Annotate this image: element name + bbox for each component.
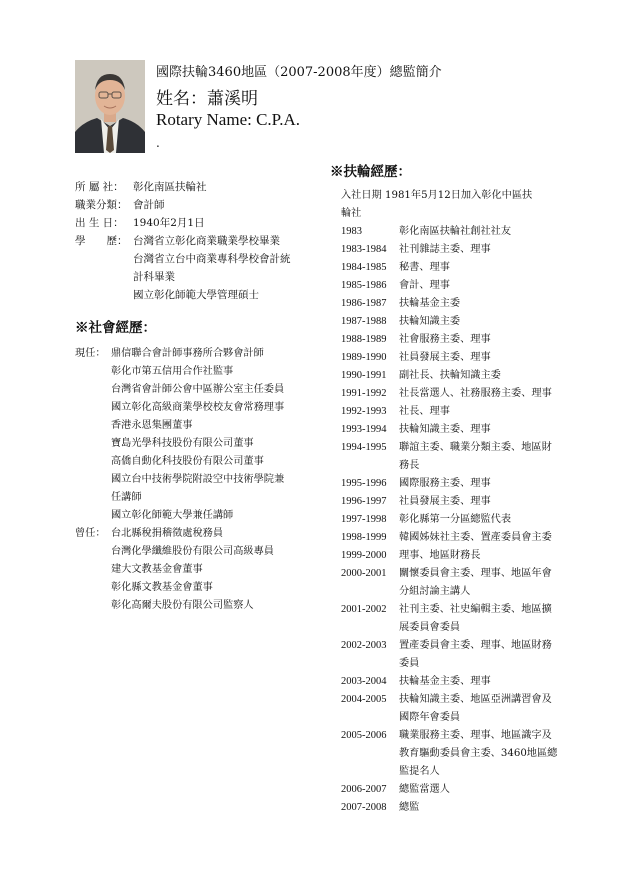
list-item: 香港永恩集團董事	[111, 420, 193, 431]
entry-description: 社長、理事	[399, 406, 450, 417]
rotary-entry	[341, 259, 585, 277]
rotary-entries	[341, 223, 585, 817]
entry-year: 2000-2001	[341, 568, 387, 579]
entry-year: 1983-1984	[341, 244, 387, 255]
entry-description: 總監	[399, 802, 420, 813]
rotary-entry	[341, 439, 585, 475]
info-label: 出 生 日：	[75, 217, 124, 229]
entry-description: 扶輪知識主委	[399, 316, 461, 327]
entry-description: 社刊主委、社史編輯主委、地區擴	[399, 604, 552, 615]
entry-description: 委員	[399, 658, 420, 669]
entry-year: 1991-1992	[341, 388, 387, 399]
stray-dot: .	[156, 136, 160, 150]
list-item: 鼎信聯合會計師事務所合夥會計師	[111, 348, 264, 359]
list-item: 彰化市第五信用合作社監事	[111, 366, 234, 377]
rotary-experience-section	[330, 160, 585, 817]
list-item: 彰化縣文教基金會董事	[111, 582, 213, 593]
entry-description: 扶輪基金主委	[399, 298, 461, 309]
entry-description: 置產委員會主委、理事、地區財務	[399, 640, 552, 651]
list-item: 建大文教基金會董事	[111, 564, 203, 575]
info-value: 台灣省立台中商業專科學校會計統	[133, 253, 291, 265]
rotary-entry	[341, 565, 585, 601]
entry-description: 國際年會委員	[399, 712, 461, 723]
entry-year: 1986-1987	[341, 298, 387, 309]
entry-year: 1993-1994	[341, 424, 387, 435]
entry-year: 1998-1999	[341, 532, 387, 543]
list-item: 高僑自動化科技股份有限公司董事	[111, 456, 264, 467]
entry-year: 1999-2000	[341, 550, 387, 561]
section-title: ※社會經歷：	[75, 320, 156, 336]
person-name: 姓名：蕭溪明	[156, 89, 258, 109]
info-label: 學 歷：	[75, 235, 128, 247]
entry-description: 分組討論主講人	[399, 586, 471, 597]
rotary-name: Rotary Name: C.P.A.	[156, 110, 301, 129]
entry-year: 2002-2003	[341, 640, 387, 651]
rotary-entry	[341, 313, 585, 331]
entry-year: 2005-2006	[341, 730, 387, 741]
entry-description: 扶輪知識主委、地區亞洲講習會及	[399, 694, 552, 705]
rotary-entry	[341, 511, 585, 529]
entry-year: 1983	[341, 226, 362, 237]
info-row-education	[75, 232, 325, 304]
info-label: 職業分類：	[75, 199, 128, 211]
rotary-entry	[341, 403, 585, 421]
rotary-entry	[341, 223, 585, 241]
rotary-entry	[341, 601, 585, 637]
info-label: 所 屬 社：	[75, 181, 124, 193]
join-date-line: 入社日期 1981年5月12日加入彰化中區扶	[341, 190, 533, 201]
entry-description: 教育驅動委員會主委、3460地區總	[399, 748, 558, 759]
list-item: 台北縣稅捐稽徵處稅務員	[111, 528, 224, 539]
basic-info	[75, 178, 325, 304]
entry-description: 總監當選人	[399, 784, 450, 795]
entry-year: 2001-2002	[341, 604, 387, 615]
rotary-entry	[341, 295, 585, 313]
entry-description: 國際服務主委、理事	[399, 478, 491, 489]
info-value: 計科畢業	[133, 271, 175, 283]
rotary-entry	[341, 385, 585, 403]
portrait-photo	[75, 60, 145, 153]
entry-description: 社員發展主委、理事	[399, 496, 491, 507]
list-item: 國立彰化師範大學兼任講師	[111, 510, 234, 521]
info-value: 台灣省立彰化商業職業學校畢業	[133, 235, 280, 247]
entry-year: 1996-1997	[341, 496, 387, 507]
entry-description: 社長當選人、社務服務主委、理事	[399, 388, 552, 399]
rotary-entry	[341, 637, 585, 673]
entry-year: 1995-1996	[341, 478, 387, 489]
entry-description: 彰化縣第一分區總監代表	[399, 514, 512, 525]
entry-description: 務長	[399, 460, 420, 471]
entry-description: 理事、地區財務長	[399, 550, 481, 561]
entry-year: 1984-1985	[341, 262, 387, 273]
entry-year: 1988-1989	[341, 334, 387, 345]
rotary-entry	[341, 241, 585, 259]
entry-description: 彰化南區扶輪社創社社友	[399, 226, 512, 237]
rotary-entry	[341, 277, 585, 295]
entry-description: 聯誼主委、職業分類主委、地區財	[399, 442, 552, 453]
social-group-current	[75, 345, 325, 525]
rotary-entry	[341, 367, 585, 385]
group-label: 現任：	[75, 348, 106, 359]
entry-description: 監提名人	[399, 766, 440, 777]
entry-description: 扶輪知識主委、理事	[399, 424, 491, 435]
rotary-entry	[341, 673, 585, 691]
entry-year: 2004-2005	[341, 694, 387, 705]
list-item: 國立彰化高級商業學校校友會常務理事	[111, 402, 285, 413]
info-row-club	[75, 178, 325, 196]
entry-description: 會計、理事	[399, 280, 450, 291]
rotary-entry	[341, 547, 585, 565]
entry-description: 社刊雜誌主委、理事	[399, 244, 491, 255]
info-value: 彰化南區扶輪社	[133, 181, 207, 193]
entry-year: 1987-1988	[341, 316, 387, 327]
info-value: 1940年2月1日	[133, 217, 205, 229]
entry-year: 2006-2007	[341, 784, 387, 795]
entry-year: 2003-2004	[341, 676, 387, 687]
entry-description: 秘書、理事	[399, 262, 450, 273]
social-experience-section	[75, 316, 325, 615]
entry-year: 1990-1991	[341, 370, 387, 381]
rotary-entry	[341, 493, 585, 511]
list-item: 寶島光學科技股份有限公司董事	[111, 438, 254, 449]
entry-year: 2007-2008	[341, 802, 387, 813]
list-item: 台灣化學纖維股份有限公司高級專員	[111, 546, 274, 557]
info-value: 國立彰化師範大學管理碩士	[133, 289, 259, 301]
rotary-entry	[341, 331, 585, 349]
entry-description: 展委員會委員	[399, 622, 461, 633]
rotary-entry	[341, 421, 585, 439]
info-row-birthdate	[75, 214, 325, 232]
join-date-line: 輪社	[341, 208, 362, 219]
portrait-image	[75, 60, 145, 153]
entry-year: 1989-1990	[341, 352, 387, 363]
section-title: ※扶輪經歷：	[330, 164, 411, 180]
entry-description: 韓國姊妹社主委、置產委員會主委	[399, 532, 552, 543]
rotary-entry	[341, 475, 585, 493]
entry-year: 1985-1986	[341, 280, 387, 291]
rotary-entry	[341, 727, 585, 781]
entry-year: 1992-1993	[341, 406, 387, 417]
list-item: 台灣省會計師公會中區辦公室主任委員	[111, 384, 285, 395]
entry-year: 1997-1998	[341, 514, 387, 525]
rotary-entry	[341, 349, 585, 367]
entry-description: 扶輪基金主委、理事	[399, 676, 491, 687]
entry-description: 職業服務主委、理事、地區識字及	[399, 730, 552, 741]
entry-description: 關懷委員會主委、理事、地區年會	[399, 568, 552, 579]
rotary-entry	[341, 691, 585, 727]
rotary-entry	[341, 529, 585, 547]
rotary-entry	[341, 799, 585, 817]
entry-description: 社員發展主委、理事	[399, 352, 491, 363]
document-title: 國際扶輪3460地區（2007-2008年度）總監簡介	[156, 65, 442, 80]
entry-year: 1994-1995	[341, 442, 387, 453]
info-value: 會計師	[133, 199, 165, 211]
list-item: 任講師	[111, 492, 142, 503]
info-row-classification	[75, 196, 325, 214]
list-item: 彰化高爾夫股份有限公司監察人	[111, 600, 254, 611]
list-item: 國立台中技術學院附設空中技術學院兼	[111, 474, 285, 485]
entry-description: 副社長、扶輪知識主委	[399, 370, 501, 381]
entry-description: 社會服務主委、理事	[399, 334, 491, 345]
social-group-former	[75, 525, 325, 615]
group-label: 曾任：	[75, 528, 106, 539]
rotary-entry	[341, 781, 585, 799]
